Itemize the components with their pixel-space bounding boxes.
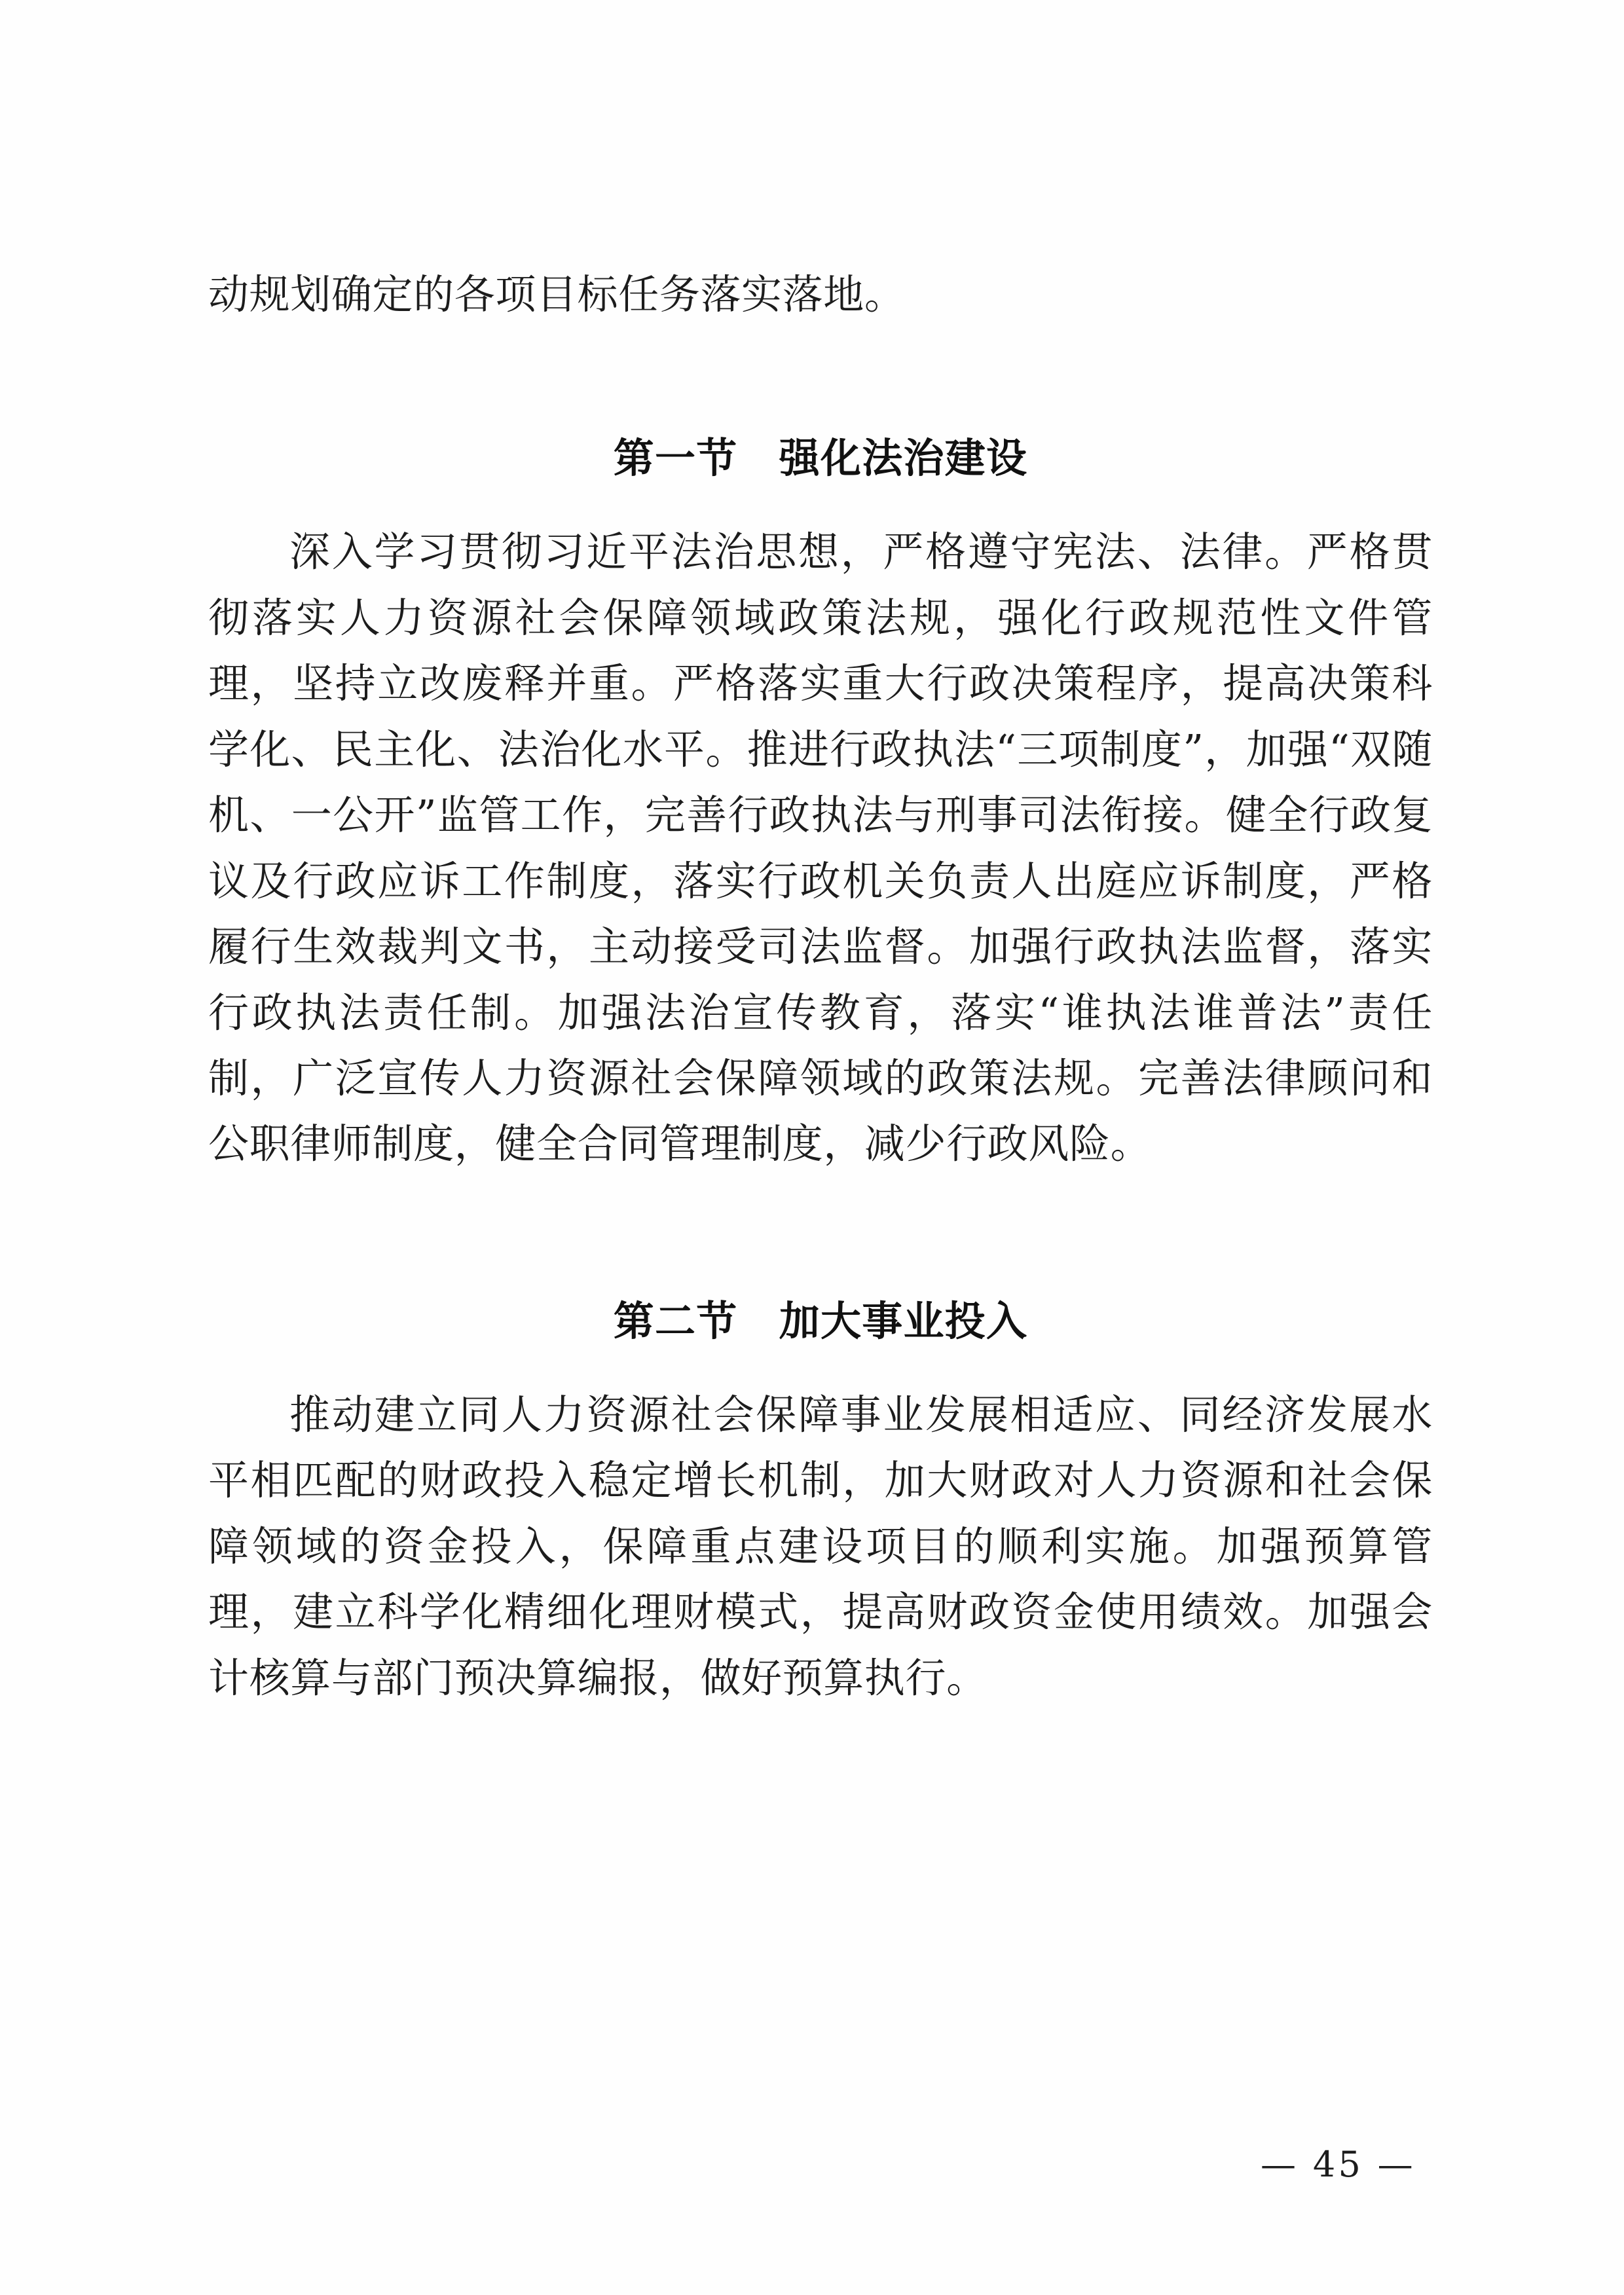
spacer	[208, 1347, 1433, 1382]
page-content	[208, 262, 1433, 1711]
paragraph-section-one: 深入学习贯彻习近平法治思想，严格遵守宪法、法律。严格贯彻落实人力资源社会保障领域政策法规，强化行政规范性文件管理，坚持立改废释并重。严格落实重大行政决策程序，提高决策科学化、民主化、法治化水平。推进行政执法“三项制度”，加强“双随机、一公开”监管工作，完善行政执法与刑事司法衔接。健全行政复议及行政应诉工作制度，落实行政机关负责人出庭应诉制度，严格履行生效裁判文书，主动接受司法监督。加强行政执法监督，落实行政执法责任制。加强法治宣传教育，落实“谁执法谁普法”责任制，广泛宣传人力资源社会保障领域的政策法规。完善法律顾问和公职律师制度，健全合同管理制度，减少行政风险。	[208, 528, 1433, 1168]
spacer	[208, 484, 1433, 519]
section-heading-two: 第二节 加大事业投入	[613, 1296, 1028, 1345]
paragraph-section-two: 推动建立同人力资源社会保障事业发展相适应、同经济发展水平相匹配的财政投入稳定增长机制，加大财政对人力资源和社会保障领域的资金投入，保障重点建设项目的顺利实施。加强预算管理，建立科学化精细化理财模式，提高财政资金使用绩效。加强会计核算与部门预决算编报，做好预算执行。	[208, 1390, 1433, 1702]
section-heading-one: 第一节 强化法治建设	[613, 434, 1028, 483]
paragraph-continuation: 动规划确定的各项目标任务落实落地。	[208, 270, 906, 318]
page-number: — 45 —	[1261, 2144, 1416, 2185]
spacer	[208, 327, 1433, 426]
spacer	[208, 1177, 1433, 1289]
